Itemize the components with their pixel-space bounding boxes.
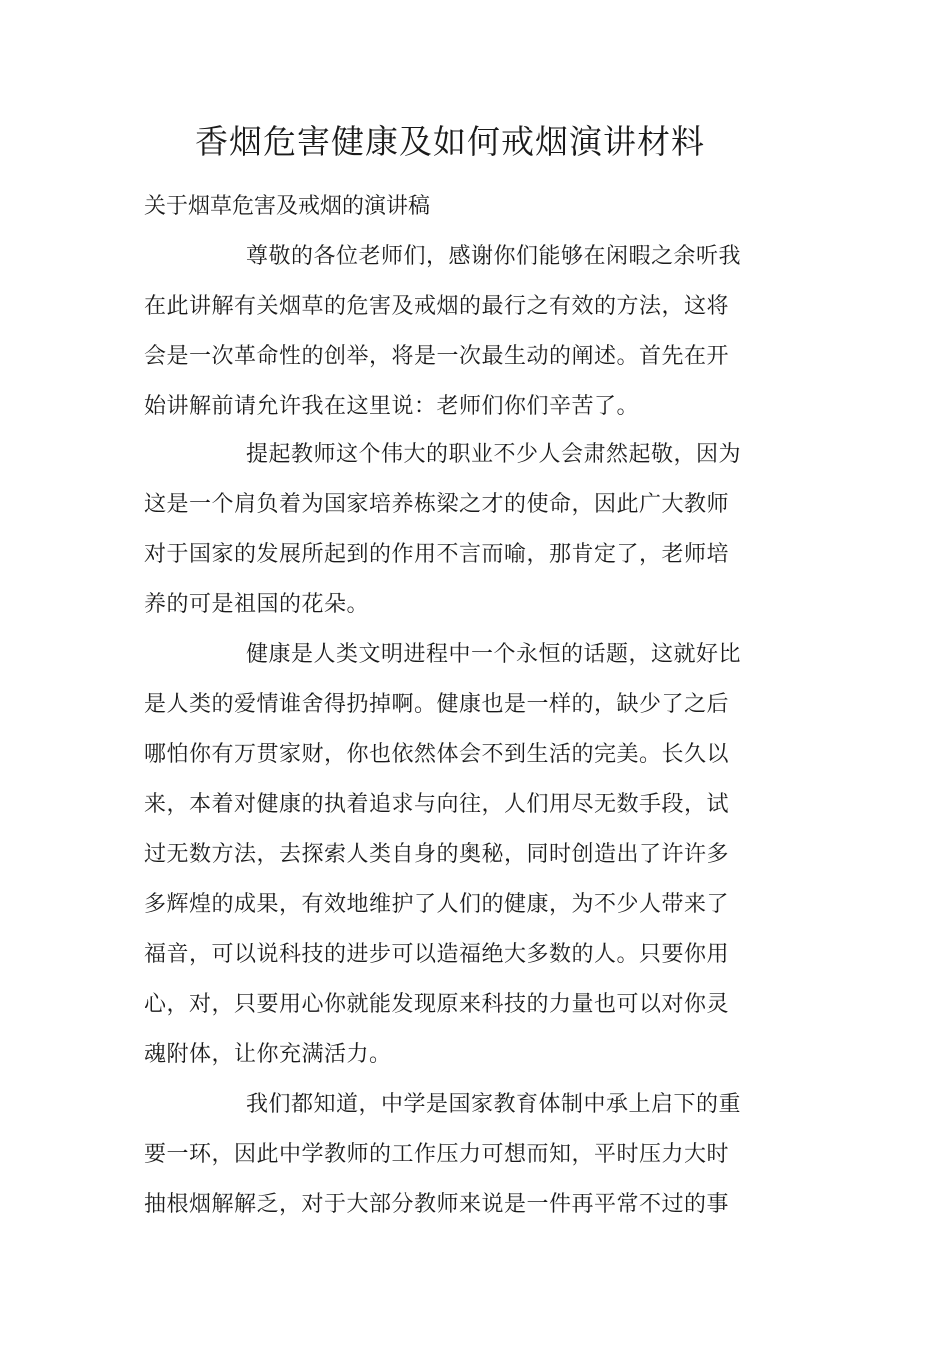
paragraph-line: 魂附体，让你充满活力。: [144, 1042, 392, 1067]
document-title: 香烟危害健康及如何戒烟演讲材料: [195, 122, 705, 161]
paragraph-line: 会是一次革命性的创举，将是一次最生动的阐述。首先在开: [144, 344, 730, 369]
paragraph-line: 哪怕你有万贯家财，你也依然体会不到生活的完美。长久以: [144, 742, 730, 767]
paragraph-line: 始讲解前请允许我在这里说：老师们你们辛苦了。: [144, 394, 640, 419]
document-subtitle: 关于烟草危害及戒烟的演讲稿: [144, 194, 431, 219]
paragraph-2: [144, 430, 754, 630]
paragraph-line: 健康是人类文明进程中一个永恒的话题，这就好比: [246, 642, 742, 667]
paragraph-line: 尊敬的各位老师们，感谢你们能够在闲暇之余听我: [246, 244, 742, 269]
paragraph-line: 心，对，只要用心你就能发现原来科技的力量也可以对你灵: [144, 992, 730, 1017]
paragraph-line: 对于国家的发展所起到的作用不言而喻，那肯定了，老师培: [144, 542, 730, 567]
paragraph-line: 福音，可以说科技的进步可以造福绝大多数的人。只要你用: [144, 942, 730, 967]
paragraph-line: 养的可是祖国的花朵。: [144, 592, 370, 617]
paragraph-line: 是人类的爱情谁舍得扔掉啊。健康也是一样的，缺少了之后: [144, 692, 730, 717]
paragraph-line: 这是一个肩负着为国家培养栋梁之才的使命，因此广大教师: [144, 492, 730, 517]
paragraph-4: [144, 1080, 754, 1230]
paragraph-line: 提起教师这个伟大的职业不少人会肃然起敬，因为: [246, 442, 742, 467]
paragraph-line: 多辉煌的成果，有效地维护了人们的健康，为不少人带来了: [144, 892, 730, 917]
paragraph-1: [144, 232, 754, 432]
paragraph-line: 来，本着对健康的执着追求与向往，人们用尽无数手段，试: [144, 792, 730, 817]
paragraph-line: 要一环，因此中学教师的工作压力可想而知，平时压力大时: [144, 1142, 730, 1167]
paragraph-line: 我们都知道，中学是国家教育体制中承上启下的重: [246, 1092, 742, 1117]
paragraph-line: 在此讲解有关烟草的危害及戒烟的最行之有效的方法，这将: [144, 294, 730, 319]
paragraph-line: 过无数方法，去探索人类自身的奥秘，同时创造出了许许多: [144, 842, 730, 867]
paragraph-line: 抽根烟解解乏，对于大部分教师来说是一件再平常不过的事: [144, 1192, 730, 1217]
paragraph-3: [144, 630, 754, 1080]
